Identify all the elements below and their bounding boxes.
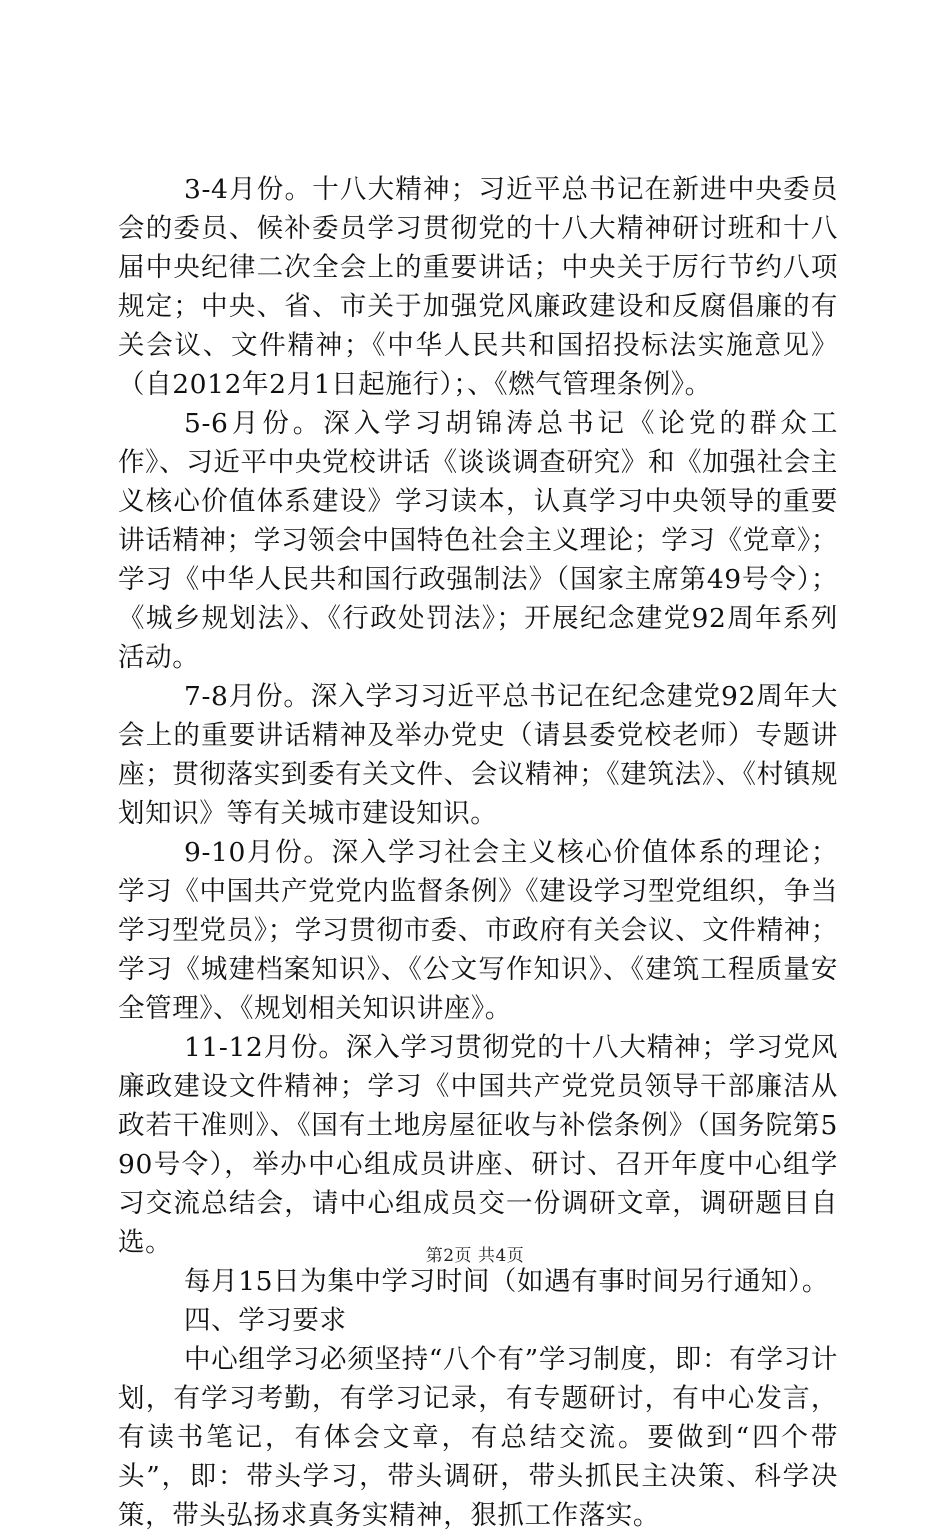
document-body xyxy=(118,170,838,1535)
paragraph-july-august: 7-8月份。深入学习习近平总书记在纪念建党92周年大会上的重要讲话精神及举办党史（请县委党校老师）专题讲座；贯彻落实到委有关文件、会议精神；《建筑法》、《村镇规划知识》等有关城市建设知识。 xyxy=(118,681,838,829)
paragraph-march-april: 3-4月份。十八大精神；习近平总书记在新进中央委员会的委员、候补委员学习贯彻党的十八大精神研讨班和十八届中央纪律二次全会上的重要讲话；中央关于厉行节约八项规定；中央、省、市关于加强党风廉政建设和反腐倡廉的有关会议、文件精神；《中华人民共和国招投标法实施意见》（自2012年2月1日起施行）；、《燃气管理条例》。 xyxy=(118,174,838,400)
paragraph-november-december: 11-12月份。深入学习贯彻党的十八大精神；学习党风廉政建设文件精神；学习《中国共产党党员领导干部廉洁从政若干准则》、《国有土地房屋征收与补偿条例》（国务院第590号令），举办中心组成员讲座、研讨、召开年度中心组学习交流总结会，请中心组成员交一份调研文章，调研题目自选。 xyxy=(118,1032,838,1258)
page-number-footer: 第2页 共4页 xyxy=(425,1246,525,1266)
paragraph-september-october: 9-10月份。深入学习社会主义核心价值体系的理论；学习《中国共产党党内监督条例》《建设学习型党组织，争当学习型党员》；学习贯彻市委、市政府有关会议、文件精神；学习《城建档案知识》、《公文写作知识》、《建筑工程质量安全管理》、《规划相关知识讲座》。 xyxy=(118,837,838,1024)
section-heading: 四、学习要求 xyxy=(184,1305,347,1336)
paragraph-may-june: 5-6月份。深入学习胡锦涛总书记《论党的群众工作》、习近平中央党校讲话《谈谈调查研究》和《加强社会主义核心价值体系建设》学习读本，认真学习中央领导的重要讲话精神；学习领会中国特色社会主义理论；学习《党章》；学习《中华人民共和国行政强制法》（国家主席第49号令）；《城乡规划法》、《行政处罚法》；开展纪念建党92周年系列活动。 xyxy=(118,408,838,673)
paragraph-requirements: 中心组学习必须坚持“八个有”学习制度，即：有学习计划，有学习考勤，有学习记录，有专题研讨，有中心发言，有读书笔记，有体会文章，有总结交流。要做到“四个带头”，即：带头学习，带头调研，带头抓民主决策、科学决策，带头弘扬求真务实精神，狠抓工作落实。 xyxy=(118,1344,838,1531)
paragraph-study-schedule: 每月15日为集中学习时间（如遇有事时间另行通知）。 xyxy=(184,1266,829,1297)
